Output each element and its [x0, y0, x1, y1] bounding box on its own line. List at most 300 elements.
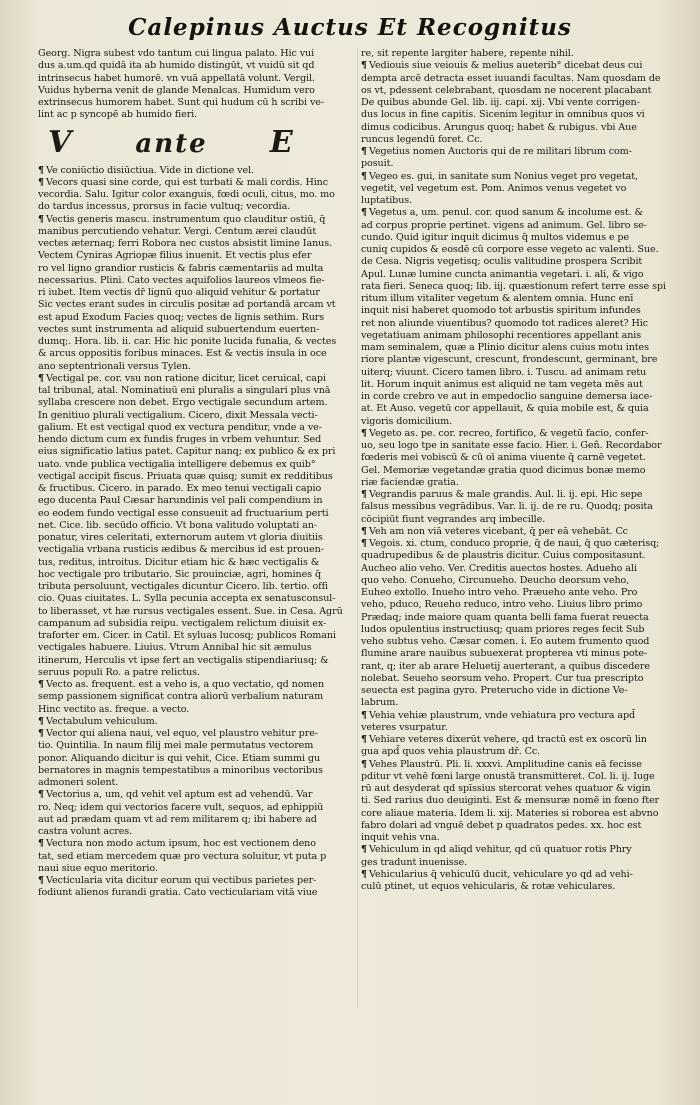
line-text: dumq;. Hora. lib. ii. car. Hic hic ponite lucida funalia, & vectes: [38, 336, 337, 347]
paragraph-mark-icon: ¶: [38, 176, 45, 188]
text-line: [361, 122, 676, 134]
line-text: hoc vectigale pro tributario. Sic prouinciæ, agri, homines q̄: [38, 568, 322, 580]
line-text: Vehiculum in qd aliqd vehitur, qd cū quatuor rotis Phry: [369, 844, 632, 856]
line-text: dus locus in fine capitis. Sicenim legitur in omnibus quos vi: [361, 109, 645, 121]
line-text: Vegrandis paruus & male grandis. Aul. li. ij. epi. Hic sepe: [369, 489, 643, 500]
line-text: mam seminalem, quæ a Plinio dicitur alens cuius motu intes: [361, 342, 649, 353]
text-line: [361, 808, 676, 820]
paragraph-mark-icon: ¶: [361, 146, 368, 157]
text-line: [361, 244, 676, 256]
text-line: [38, 263, 356, 275]
text-line: [38, 863, 356, 875]
line-text: net. Cice. lib. secūdo officio. Vt bona valitudo voluptati an-: [38, 519, 318, 531]
text-line: [361, 685, 676, 697]
text-line: [38, 201, 356, 213]
line-text: itinerum, Herculis vt ipse fert an vectigalis stipendiariusq; &: [38, 654, 329, 666]
text-line: [361, 710, 676, 722]
line-text: vecordia. Salu. Igitur color exanguis, fœdi oculi, citus, mo. mo: [38, 189, 335, 200]
text-line: [361, 158, 676, 170]
line-text: Vectigal pe. cor. vsu non ratione dicitur, licet ceruical, capi: [46, 372, 326, 384]
text-line: [38, 753, 356, 765]
text-line: [38, 630, 356, 642]
line-text: in corde crebro ve aut in empedoclio sanguine demersa iace-: [361, 391, 653, 402]
dictionary-entry: [361, 869, 676, 894]
text-line: [38, 410, 356, 422]
line-text: necessarius. Plini. Cato vectes aquifolios laureos vlmeos fie-: [38, 274, 325, 286]
line-text: core aliaue materia. Idem li. xij. Materies si roborea est abvno: [361, 807, 659, 819]
line-text: extrinsecus humorem habet. Sunt qui hudum cū h scribi ve-: [38, 97, 324, 108]
text-line: [38, 716, 356, 728]
line-text: veteres vsurpatur.: [361, 721, 448, 733]
paragraph-mark-icon: ¶: [38, 372, 45, 384]
line-text: & fructibus. Cicero. in parado. Ex meo tenui vectigali capio: [38, 483, 322, 494]
text-line: [361, 734, 676, 746]
text-line: [38, 704, 356, 716]
text-line: [38, 434, 356, 446]
line-text: pditur vt vehē fœni large onustā transmitteret. Col. li. ij. Iuge: [361, 770, 655, 782]
line-text: ro vel ligno grandior rusticis & fabris cæmentariis ad multa: [38, 262, 324, 274]
paragraph-mark-icon: ¶: [361, 868, 368, 880]
text-line: [361, 109, 676, 121]
line-text: tributa persoluunt, vectigales dicuntur Cicero. lib. tertio. offi: [38, 581, 329, 592]
paragraph-mark-icon: ¶: [361, 427, 368, 439]
text-line: [38, 226, 356, 238]
line-text: Vectabulum vehiculum.: [46, 715, 158, 727]
line-text: Gel. Memoriæ vegetandæ gratia quod dicimus bonæ memo: [361, 464, 646, 476]
text-line: [361, 869, 676, 881]
text-line: [361, 318, 676, 330]
text-line: [38, 361, 356, 373]
line-text: Vecors quasi sine corde, qui est turbati & mali cordis. Hinc: [46, 176, 329, 188]
text-line: [361, 97, 676, 109]
line-text: veho subtus veho. Cæsar comen. i. Eo autem frumento quod: [361, 636, 650, 647]
line-text: Vector qui aliena naui, vel equo, vel plaustro vehitur pre-: [46, 728, 318, 739]
line-text: quo veho. Conueho, Circunueho. Deucho deorsum veho,: [361, 574, 630, 586]
line-text: de Cesa. Nigris vegetisq; oculis valitudine prospera Scribit: [361, 256, 643, 268]
line-text: Apul. Lunæ lumine cuncta animantia vegetari. i. ali, & vigo: [361, 268, 644, 280]
line-text: ano septentrionali versus Tylen.: [38, 360, 191, 372]
line-text: ponatur, vires celeritati, externorum autem vt gloria diuitiis: [38, 532, 323, 543]
text-line: [38, 532, 356, 544]
line-text: Hinc vectito as. freque. a vecto.: [38, 703, 190, 715]
text-line: [361, 85, 676, 97]
line-text: hendo dictum cum ex fundis fruges in vrbem vehuntur. Sed: [38, 434, 322, 445]
line-text: vegetatiuam animam philosophi recentiores appellant anis: [361, 329, 642, 341]
text-line: [361, 722, 676, 734]
line-text: Aucheo alio veho. Ver. Creditis auectos hostes. Adueho ali: [361, 562, 637, 574]
text-line: [38, 373, 356, 385]
line-text: Ve coniūctio disiūctiua. Vide in dictione vel.: [46, 164, 254, 176]
line-text: vectigales habuere. Liuius. Vtrum Annibal hic sit æmulus: [38, 642, 312, 654]
text-line: [361, 428, 676, 440]
paragraph-mark-icon: ¶: [361, 538, 368, 549]
text-line: [38, 520, 356, 532]
text-line: [38, 655, 356, 667]
text-line: [38, 336, 356, 348]
text-line: [38, 97, 356, 109]
line-text: cuniq cupidos & eosdē cū corpore esse vegeto ac valenti. Sue.: [361, 244, 659, 255]
text-line: [361, 477, 676, 489]
text-line: [361, 624, 676, 636]
text-line: [38, 508, 356, 520]
line-text: Vecticularia vita dicitur eorum qui vectibus parietes per-: [46, 875, 317, 886]
dictionary-entry: [361, 48, 676, 60]
line-text: riore plantæ vigescunt, crescunt, frondescunt, germinant, bre: [361, 354, 658, 366]
line-text: galium. Et est vectigal quod ex vectura penditur, vnde a ve-: [38, 421, 322, 433]
text-line: [361, 550, 676, 562]
paragraph-mark-icon: ¶: [38, 789, 45, 801]
line-text: fabro dolari ad vnguē debet p quadratos pedes. xx. hoc est: [361, 819, 642, 831]
text-line: [361, 636, 676, 648]
line-text: to liberasset, vt hæ rursus vectigales essent. Sue. in Cesa. Agrū: [38, 605, 343, 617]
text-line: [361, 648, 676, 660]
line-text: lit. Horum inquit animus est aliquid ne tam vegeta mēs aut: [361, 378, 643, 390]
text-line: [38, 740, 356, 752]
text-line: [361, 661, 676, 673]
line-text: Vectis generis mascu. instrumentum quo clauditur ostiū, q̄: [46, 213, 326, 225]
text-line: [361, 367, 676, 379]
dictionary-entry: [361, 60, 676, 146]
dictionary-entry: [361, 171, 676, 208]
text-line: [38, 275, 356, 287]
line-text: Vediouis siue veiouis & melius aueterib° dicebat deus cui: [369, 60, 643, 72]
text-line: [38, 324, 356, 336]
dictionary-entry: [38, 373, 356, 679]
text-line: [361, 354, 676, 366]
text-line: [361, 599, 676, 611]
text-line: [361, 342, 676, 354]
line-text: os vt, pdessent celebrabant, quosdam ne nocerent placabant: [361, 84, 652, 96]
text-line: [38, 691, 356, 703]
paragraph-mark-icon: ¶: [38, 164, 45, 176]
line-text: rata fieri. Seneca quoq; lib. iij. quæstionum refert terre esse spi: [361, 280, 666, 292]
text-line: [38, 875, 356, 887]
line-text: vectes sunt instrumenta ad aliquid subuertendum euerten-: [38, 323, 320, 335]
text-line: [38, 851, 356, 863]
text-line: [361, 526, 676, 538]
text-line: [38, 642, 356, 654]
line-text: In genitiuo plurali vectigalium. Cicero, dixit Messala vecti-: [38, 409, 318, 421]
line-text: Sic vectes erant sudes in circulis positæ ad portandā arcam vt: [38, 299, 336, 311]
line-text: Prædaq; inde maiore quam quanta belli fama fuerat reuecta: [361, 611, 649, 623]
line-text: cundo. Quid igitur inquit dicimus q̄ multos videmus e pe: [361, 231, 630, 243]
paragraph-mark-icon: ¶: [361, 734, 368, 745]
paragraph-mark-icon: ¶: [38, 875, 45, 886]
text-line: [38, 177, 356, 189]
line-text: ret non aliunde viuentibus? quomodo tot radices aleret? Hic: [361, 317, 649, 329]
text-line: [38, 287, 356, 299]
dictionary-entry: [361, 734, 676, 759]
line-text: admoneri solent.: [38, 777, 119, 788]
text-line: [361, 587, 676, 599]
line-text: re, sit repente largiter habere, repente nihil.: [361, 48, 574, 59]
text-line: [361, 673, 676, 685]
line-text: Vehicularius q̄ vehiculū ducit, vehiculare yo qd ad vehi-: [369, 868, 633, 880]
paragraph-mark-icon: ¶: [361, 207, 368, 219]
text-line: [38, 165, 356, 177]
text-line: [361, 379, 676, 391]
text-line: [38, 838, 356, 850]
text-line: [361, 881, 676, 893]
line-text: vigoris domicilium.: [361, 415, 453, 427]
paragraph-mark-icon: ¶: [361, 844, 368, 856]
line-text: ponor. Aliquando dicitur is qui vehit, Cice. Etiam summi gu: [38, 752, 321, 764]
line-text: ego ducenta Paul Cæsar harundinis vel pali compendium in: [38, 495, 323, 507]
left-entries: [38, 165, 356, 900]
line-text: Vegois. xi. ctum, conduco proprie, q̄ de naui, q̄ quo cæterisq;: [369, 538, 660, 549]
text-line: [361, 48, 676, 60]
dictionary-entry: [38, 165, 356, 177]
dictionary-entry: [361, 759, 676, 845]
running-header: Calepinus Auctus Et Recognitus: [128, 14, 572, 41]
text-line: [361, 759, 676, 771]
line-text: flumine arare nauibus subuexerat propterea vti minus pote-: [361, 648, 648, 660]
right-entries: [361, 48, 676, 893]
text-line: [38, 814, 356, 826]
paragraph-mark-icon: ¶: [361, 489, 368, 500]
line-text: do tardus incessus, prorsus in facie vultuq; vecordia.: [38, 201, 291, 213]
text-line: [361, 207, 676, 219]
column-gutter: [357, 48, 358, 1008]
section-letter: V: [48, 124, 74, 160]
line-text: lint ac p syncopē ab humido fieri.: [38, 109, 198, 121]
text-line: [361, 832, 676, 844]
text-line: [361, 465, 676, 477]
text-line: [38, 765, 356, 777]
dictionary-entry: [361, 526, 676, 538]
line-text: ri iubet. Item vectis dr̄ lignū quo aliquid vehitur & portatur: [38, 287, 320, 298]
line-text: dempta arcē detracta esset iuuandi facultas. Nam quosdam de: [361, 72, 661, 84]
right-column: [361, 48, 676, 893]
section-letter-2: E: [269, 124, 295, 160]
text-line: [38, 789, 356, 801]
text-line: [38, 446, 356, 458]
text-line: [38, 312, 356, 324]
line-text: manibus percutiendo vehatur. Vergi. Centum ærei claudūt: [38, 225, 317, 237]
text-line: [361, 514, 676, 526]
paragraph-mark-icon: ¶: [38, 679, 45, 690]
line-text: luptatibus.: [361, 195, 413, 206]
text-line: [361, 575, 676, 587]
text-line: [361, 440, 676, 452]
text-line: [38, 85, 356, 97]
line-text: rū aut desyderat qd spīssius stercorat vehes quatuor & vigin: [361, 783, 651, 794]
line-text: dus a.um.qd quidā ita ab humido distingūt, vt vuidū sit qd: [38, 60, 315, 72]
paragraph-mark-icon: ¶: [38, 728, 45, 739]
line-text: vectigalia vrbana rusticis ædibus & mercibus id est prouen-: [38, 544, 324, 556]
line-text: Vectem Cyniras Agriopæ filius inuenit. Et vectis plus efer: [38, 250, 312, 262]
paragraph-mark-icon: ¶: [361, 709, 368, 721]
text-line: [38, 777, 356, 789]
line-text: Vegeto as. pe. cor. recreo, fortifico, & vegetū facio, confer-: [369, 427, 649, 439]
line-text: ges tradunt inuenisse.: [361, 856, 468, 868]
text-line: [361, 844, 676, 856]
dictionary-entry: [38, 177, 356, 214]
line-text: ludos opulentius instructiusq; quam priores reges fecit Sub: [361, 623, 645, 635]
paragraph-mark-icon: ¶: [361, 60, 368, 72]
text-line: [38, 667, 356, 679]
line-text: De quibus abunde Gel. lib. iij. capi. xij. Vbi vente corrigen-: [361, 97, 640, 108]
line-text: semp passionem significat contra aliorū verbalium naturam: [38, 691, 324, 703]
line-text: Vehia vehiæ plaustrum, vnde vehiatura pro vectura apd̄: [369, 709, 636, 721]
line-text: tal tribunal, atal. Nominatiuū eni pluralis a singulari plus vnā: [38, 385, 331, 396]
text-line: [361, 783, 676, 795]
line-text: ritum illum vitaliter vegetum & alentem omnia. Hunc enī: [361, 293, 634, 304]
text-line: [38, 557, 356, 569]
text-line: [38, 73, 356, 85]
line-text: nolebat. Seueho seorsum veho. Propert. Cur tua prescripto: [361, 672, 644, 684]
text-line: [38, 471, 356, 483]
line-text: bernatores in magnis tempestatibus a minoribus vectoribus: [38, 764, 323, 776]
dictionary-entry: [38, 214, 356, 373]
paragraph-mark-icon: ¶: [38, 213, 45, 225]
text-line: [38, 544, 356, 556]
dictionary-entry: [38, 875, 356, 900]
text-line: [361, 195, 676, 207]
text-line: [361, 489, 676, 501]
text-line: [38, 250, 356, 262]
paragraph-mark-icon: ¶: [361, 525, 368, 537]
line-text: Vuidus hyberna venit de glande Menalcas. Humidum vero: [38, 84, 315, 96]
dictionary-entry: [38, 679, 356, 716]
dictionary-entry: [38, 716, 356, 728]
dictionary-entry: [361, 428, 676, 489]
line-text: cio. Quas ciuitates. L. Sylla pecunia accepta ex senatusconsul-: [38, 593, 336, 605]
line-text: Vectura non modo actum ipsum, hoc est vectionem deno: [46, 838, 316, 850]
text-line: [361, 820, 676, 832]
text-line: [38, 299, 356, 311]
intro-paragraph: [38, 48, 356, 122]
line-text: eius significatio latius patet. Capitur nanq; ex publico & ex pri: [38, 446, 336, 458]
line-text: runcus legendū foret. Cc.: [361, 133, 483, 145]
text-line: [361, 697, 676, 709]
line-text: fodiunt alienos furandi gratia. Cato vecticulariam vitā viue: [38, 887, 318, 899]
text-line: [38, 459, 356, 471]
line-text: ti. Sed rarius duo deuiginti. Est & mensuræ nomē in fœno fter: [361, 795, 660, 807]
text-line: [38, 109, 356, 121]
text-line: [361, 452, 676, 464]
section-word: ante: [135, 128, 208, 159]
dictionary-entry: [361, 207, 676, 428]
text-line: [361, 220, 676, 232]
line-text: uiterq; viuunt. Cicero tamen libro. i. Tuscu. ad animam retu: [361, 366, 647, 378]
text-line: [361, 563, 676, 575]
text-line: [361, 416, 676, 428]
text-line: [38, 581, 356, 593]
text-line: [361, 183, 676, 195]
text-line: [38, 728, 356, 740]
text-line: [38, 238, 356, 250]
text-line: [361, 60, 676, 72]
text-line: [38, 397, 356, 409]
line-text: naui siue equo meritorio.: [38, 862, 158, 874]
dictionary-entry: [38, 789, 356, 838]
line-text: dimus codicibus. Arungus quoq; habet & rubigus. vbi Aue: [361, 121, 637, 133]
line-text: cōcipiūt fiunt vegrandes arq imbecille.: [361, 513, 546, 525]
text-line: [38, 385, 356, 397]
dictionary-entry: [361, 146, 676, 171]
text-line: [38, 606, 356, 618]
text-line: [361, 746, 676, 758]
text-line: [361, 232, 676, 244]
text-line: [38, 189, 356, 201]
line-text: quadrupedibus & de plaustris dicitur. Cuius compositasunt.: [361, 550, 646, 562]
text-line: [361, 269, 676, 281]
line-text: culū ptinet, ut equos vehicularis, & rotæ vehiculares.: [361, 881, 616, 892]
text-line: [38, 60, 356, 72]
line-text: est apud Exodum Facies quoq; vectes de lignis sethim. Rurs: [38, 311, 325, 323]
dictionary-entry: [361, 489, 676, 526]
text-line: [38, 348, 356, 360]
line-text: riæ faciendæ gratia.: [361, 476, 459, 488]
text-line: [361, 538, 676, 550]
line-text: intrinsecus habet humorē. vn vuā appellatā volunt. Vergil.: [38, 72, 315, 84]
text-line: [361, 281, 676, 293]
paragraph-mark-icon: ¶: [361, 170, 368, 182]
text-line: [361, 403, 676, 415]
line-text: uo, seu logo tpe in sanitate esse facio. Hier. i. Geñ. Recordabor: [361, 440, 662, 451]
line-text: fœderis mei vobiscū & cū oī anima viuente q̄ carnē vegetet.: [361, 452, 646, 464]
text-line: [361, 305, 676, 317]
text-line: [361, 391, 676, 403]
text-line: [38, 214, 356, 226]
text-line: [361, 501, 676, 513]
line-text: posuit.: [361, 158, 394, 170]
line-text: inquit vehis vna.: [361, 832, 440, 843]
line-text: Georg. Nigra subest vdo tantum cui lingua palato. Hic vui: [38, 48, 315, 59]
dictionary-entry: [361, 538, 676, 710]
text-line: [361, 612, 676, 624]
dictionary-entry: [38, 838, 356, 875]
line-text: castra volunt acres.: [38, 826, 133, 837]
line-text: syllaba crescere non debet. Ergo vectigale secundum artem.: [38, 397, 328, 409]
line-text: Vehiare veteres dixerūt vehere, qd tractū est ex oscorū lin: [369, 734, 647, 745]
line-text: Euheo extollo. Inueho intro veho. Præueho ante veho. Pro: [361, 587, 638, 598]
paragraph-mark-icon: ¶: [38, 838, 45, 850]
text-line: [361, 795, 676, 807]
text-line: [38, 826, 356, 838]
line-text: Vehes Plaustrū. Pli. li. xxxvi. Amplitudine canis eā fecisse: [369, 758, 642, 770]
dictionary-entry: [361, 844, 676, 869]
line-text: tus, reditus, introitus. Dicitur etiam hic & hæc vectigalis &: [38, 556, 320, 568]
text-line: [38, 887, 356, 899]
text-line: [38, 679, 356, 691]
section-heading: [48, 124, 356, 160]
line-text: Vegetius nomen Auctoris qui de re militari librum com-: [369, 146, 632, 157]
line-text: gua apd̄ quos vehia plaustrum dr̄. Cc.: [361, 746, 541, 758]
line-text: aut ad prædam quam vt ad rem militarem q; ibi habere ad: [38, 813, 317, 825]
text-line: [38, 422, 356, 434]
text-line: [361, 134, 676, 146]
line-text: vectes æternaq; ferri Robora nec custos absistit limine Ianus.: [38, 238, 333, 249]
text-line: [38, 593, 356, 605]
line-text: & arcus oppositis foribus minaces. Est & vectis insula in oce: [38, 348, 327, 360]
line-text: Vecto as. frequent. est a veho is, a quo vectatio, qd nomen: [46, 679, 325, 690]
line-text: vegetit, vel vegetum est. Pom. Animos venus vegetet vo: [361, 182, 627, 194]
text-line: [361, 146, 676, 158]
text-line: [361, 330, 676, 342]
text-line: [361, 256, 676, 268]
paragraph-mark-icon: ¶: [38, 715, 45, 727]
line-text: tat, sed etiam mercedem quæ pro vectura soluitur, vt puta p: [38, 850, 327, 862]
line-text: Vectorius a, um, qd vehit vel aptum est ad vehendū. Var: [46, 789, 313, 801]
line-text: uato. vnde publica vectigalia intelligere debemus ex quib°: [38, 458, 316, 470]
line-text: rant, q; iter ab arare Heluetij auerterant, a quibus discedere: [361, 660, 650, 672]
line-text: seuecta est pagina gyro. Preterucho vide in dictione Ve-: [361, 685, 628, 696]
line-text: inquit nisi haberet quomodo tot arbustis spiritum infundes: [361, 305, 641, 317]
text-line: [361, 857, 676, 869]
text-line: [361, 771, 676, 783]
